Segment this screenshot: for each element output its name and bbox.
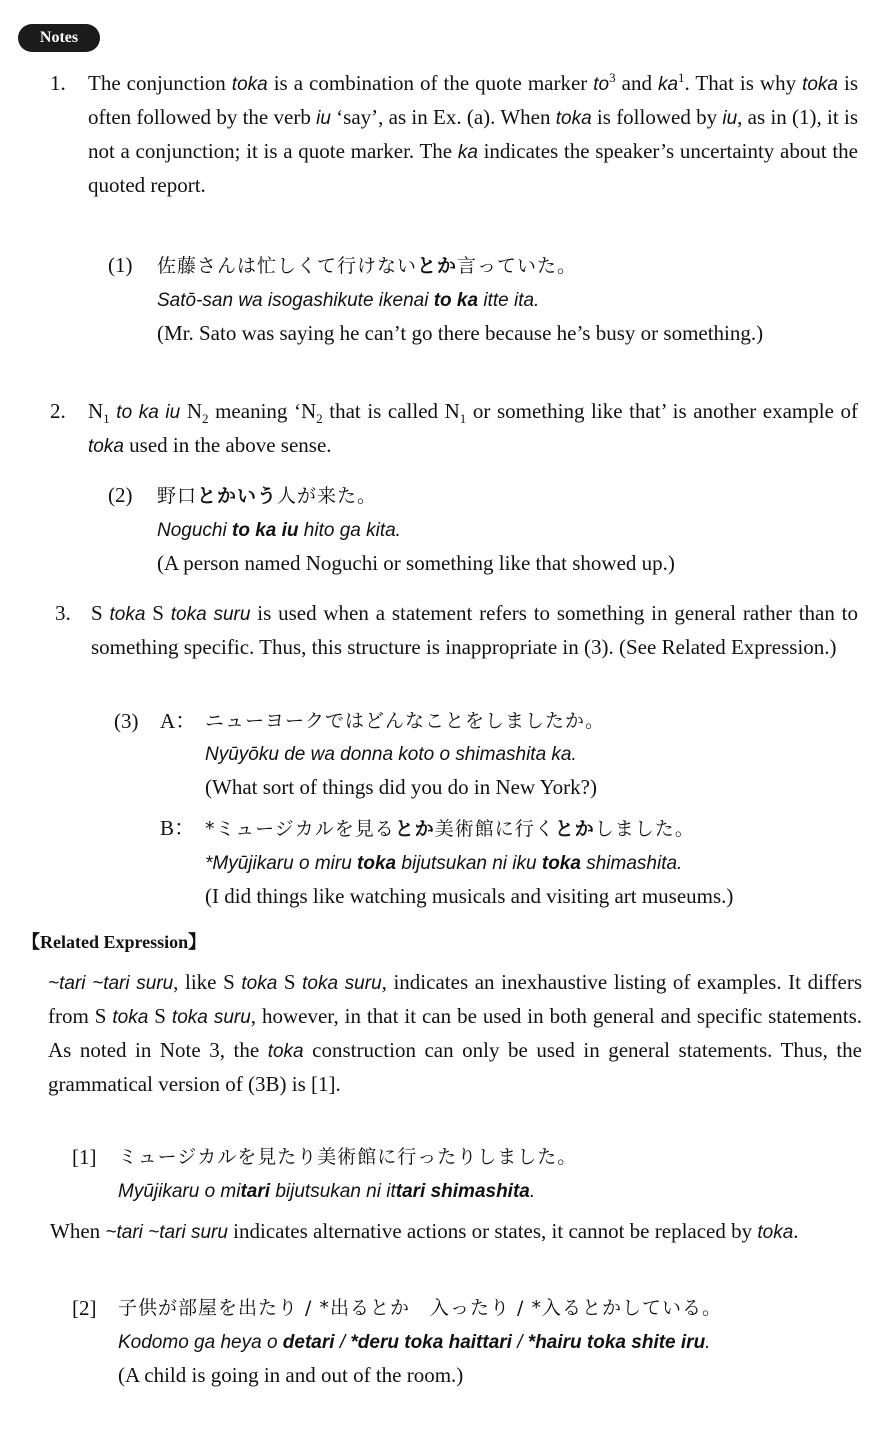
related-example-2-romaji: Kodomo ga heya o detari / *deru toka haittari / *hairu toka shite iru. [118,1332,711,1353]
example-3-a-translation: (What sort of things did you do in New York?) [205,775,597,799]
example-3-b-romaji: *Myūjikaru o miru toka bijutsukan ni iku toka shimashita. [205,853,683,874]
example-1 [157,249,857,350]
related-example-1-japanese: ミュージカルを見たり美術館に行ったりしました。 [118,1146,578,1168]
note-1-number: 1. [50,71,66,95]
related-example-1-romaji: Myūjikaru o mitari bijutsukan ni ittari shimashita. [118,1181,536,1202]
example-1-romaji: Satō-san wa isogashikute ikenai to ka itte ita. [157,290,540,311]
example-3-b-label: B： [160,816,196,840]
example-3-label: (3) [114,709,139,733]
notes-badge: Notes [18,24,100,52]
example-2 [157,479,857,580]
related-example-2-translation: (A child is going in and out of the room.) [118,1363,464,1387]
note-2-text: $N_1$ to ka iu $N_2$ meaning ‘$N_2$ that is called $N_1$ or something like that’ is another example of toka used in the above sense. [88,399,858,457]
related-example-2-japanese: 子供が部屋を出たり / *出るとか 入ったり / *入るとかしている。 [118,1297,722,1319]
note-3-text: S toka S toka suru is used when a statement refers to something in general rather than to something specific. Thus, this structure is inappropriate in (3). (See Related Expression.) [91,601,858,659]
related-expression-header: 【Related Expression】 [22,932,207,952]
related-expression-text: ~tari ~tari suru, like S toka S toka suru, indicates an inexhaustive listing of examples. It differs from S toka S toka suru, however, in that it can be used in both general and specific statements. As noted in Note 3, the toka construction can only be used in general statements. Thus, the grammatical version of (3B) is [1]. [48,970,863,1096]
example-3-b-japanese: *ミュージカルを見るとか美術館に行くとかしました。 [205,818,695,840]
example-1-label: (1) [108,253,133,277]
example-3-b-translation: (I did things like watching musicals and visiting art museums.) [205,884,734,908]
example-2-japanese: 野口とかいう人が来た。 [157,485,378,507]
related-example-2-label: [2] [72,1296,97,1320]
note-1-text: The conjunction toka is a combination of the quote marker $to^3$ and $ka^1$. That is why toka is often followed by the verb iu ‘say’, as in Ex. (a). When toka is followed by iu, as in (1), it is not a conjunction; it is a quote marker. The ka indicates the speaker’s uncertainty about the quoted report. [88,70,859,197]
related-example-1-label: [1] [72,1145,97,1169]
example-1-japanese: 佐藤さんは忙しくて行けないとか言っていた。 [157,255,578,277]
related-example-1 [118,1141,858,1208]
note-2-number: 2. [50,399,66,423]
note-3-number: 3. [55,601,71,625]
related-example-2 [118,1292,866,1392]
example-3-a-romaji: Nyūyōku de wa donna koto o shimashita ka. [205,744,577,765]
example-2-label: (2) [108,483,133,507]
example-2-translation: (A person named Noguchi or something like that showed up.) [157,551,675,575]
example-3-b [205,812,870,913]
example-2-romaji: Noguchi to ka iu hito ga kita. [157,520,401,541]
example-3-a-japanese: ニューヨークではどんなことをしましたか。 [205,710,606,732]
example-1-translation: (Mr. Sato was saying he can’t go there because he’s busy or something.) [157,321,764,345]
example-3-a [205,705,865,804]
example-3-a-label: A： [160,709,197,733]
related-expression-text-2: When ~tari ~tari suru indicates alternative actions or states, it cannot be replaced by toka. [50,1219,799,1243]
